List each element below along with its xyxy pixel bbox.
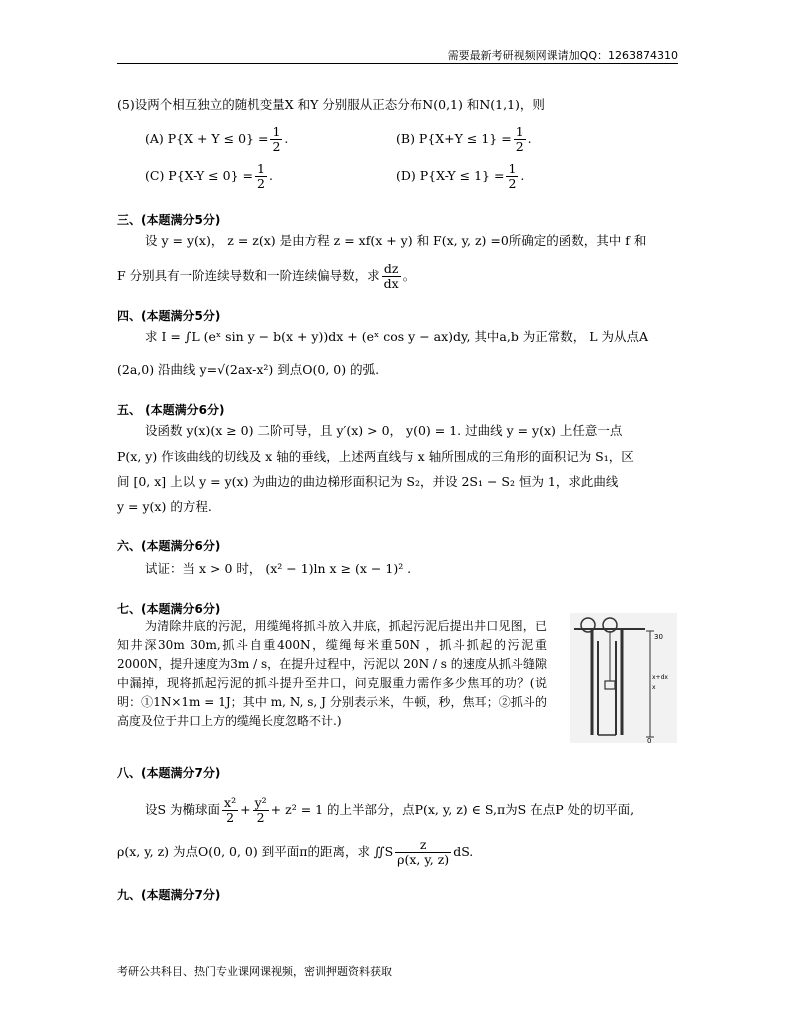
section-4-title: 四、(本题满分5分) <box>117 309 221 323</box>
section-3-line1: 设 y = y(x)， z = z(x) 是由方程 z = xf(x + y) 和 F(x, y, z) =0所确定的函数，其中 f 和 <box>145 233 647 248</box>
section-4-line2: (2a,0) 沿曲线 y=√(2ax-x²) 到点O(0, 0) 的弧. <box>117 362 380 377</box>
section-7-body: 为清除井底的污泥，用缆绳将抓斗放入井底，抓起污泥后提出井口见图，已知井深30m 30m,抓斗自重400N，缆绳每米重50N ，抓斗抓起的污泥重2000N，提升速度为3m / s，在提升过程中，污泥以 20N / s 的速度从抓斗缝隙中漏掉，现将抓起污泥的抓斗提升至井口，问克服重力需作多少焦耳的功？(说明：①1N×1m = 1J；其中 m, N, s, J 分别表示米，牛顿，秒，焦耳；②抓斗的高度及位于井口上方的缆绳长度忽略不计.) <box>117 619 547 728</box>
section-8-line1: 设S 为椭球面 $\frac{\text{x²}}{2}$ + $\frac{\text{y²}}{2}$ + z² = 1 的上半部分，点P(x, y, z) ∈ S,π为S 在点P 处的切平面, <box>145 795 635 825</box>
q5-option-b: (B) P{X+Y ≤ 1} = $\frac{1}{2}$ . <box>396 124 532 154</box>
section-6-title: 六、(本题满分6分) <box>117 539 221 553</box>
section-5-line3: 间 [0, x] 上以 y = y(x) 为曲边的曲边梯形面积记为 S₂，并设 2S₁ − S₂ 恒为 1，求此曲线 <box>117 474 619 489</box>
section-5-line2: P(x, y) 作该曲线的切线及 x 轴的垂线，上述两直线与 x 轴所围成的三角形的面积记为 S₁，区 <box>117 449 634 464</box>
section-5-line4: y = y(x) 的方程. <box>117 499 212 514</box>
section-6-line1: 试证：当 x > 0 时， (x² − 1)ln x ≥ (x − 1)² . <box>145 561 412 576</box>
fig-label-xdx: x+dx <box>652 674 668 681</box>
page-footer: 考研公共科目、热门专业课网课视频，密训押题资料获取 <box>117 965 392 978</box>
q5-option-a: (A) P{X + Y ≤ 0} = $\frac{1}{2}$ . <box>145 124 289 154</box>
q5-stem: (5)设两个相互独立的随机变量X 和Y 分别服从正态分布N(0,1) 和N(1,1)，则 <box>117 97 545 112</box>
section-5-title: 五、 (本题满分6分) <box>117 403 225 417</box>
section-3-line2: F 分别具有一阶连续导数和一阶连续偏导数，求 $\frac{dz}{dx}$ 。 <box>117 261 416 291</box>
q5-option-c: (C) P{X-Y ≤ 0} = $\frac{1}{2}$ . <box>145 161 273 191</box>
section-7-title: 七、(本题满分6分) <box>117 602 221 616</box>
q5-option-d: (D) P{X-Y ≤ 1} = $\frac{1}{2}$ . <box>396 161 525 191</box>
section-8-title: 八、(本题满分7分) <box>117 766 221 780</box>
section-4-line1: 求 I = ∫L (eˣ sin y − b(x + y))dx + (eˣ cos y − ax)dy, 其中a,b 为正常数， L 为从点A <box>145 329 649 344</box>
page-header: 需要最新考研视频网课请加QQ：1263874310 <box>117 47 678 64</box>
section-9-title: 九、(本题满分7分) <box>117 888 221 902</box>
well-figure <box>570 613 677 743</box>
section-5-line1: 设函数 y(x)(x ≥ 0) 二阶可导，且 y′(x) > 0， y(0) = 1. 过曲线 y = y(x) 上任意一点 <box>145 423 623 438</box>
fig-label-bottom: 0 <box>647 737 652 743</box>
section-3-title: 三、(本题满分5分) <box>117 213 221 227</box>
fig-label-top: 30 <box>654 633 663 641</box>
section-8-line2: ρ(x, y, z) 为点O(0, 0, 0) 到平面π的距离，求 ∬S $\frac{z}{\rho(x, y, z)}$ dS. <box>117 837 474 867</box>
fig-label-x: x <box>652 684 656 691</box>
well-diagram <box>570 613 677 743</box>
